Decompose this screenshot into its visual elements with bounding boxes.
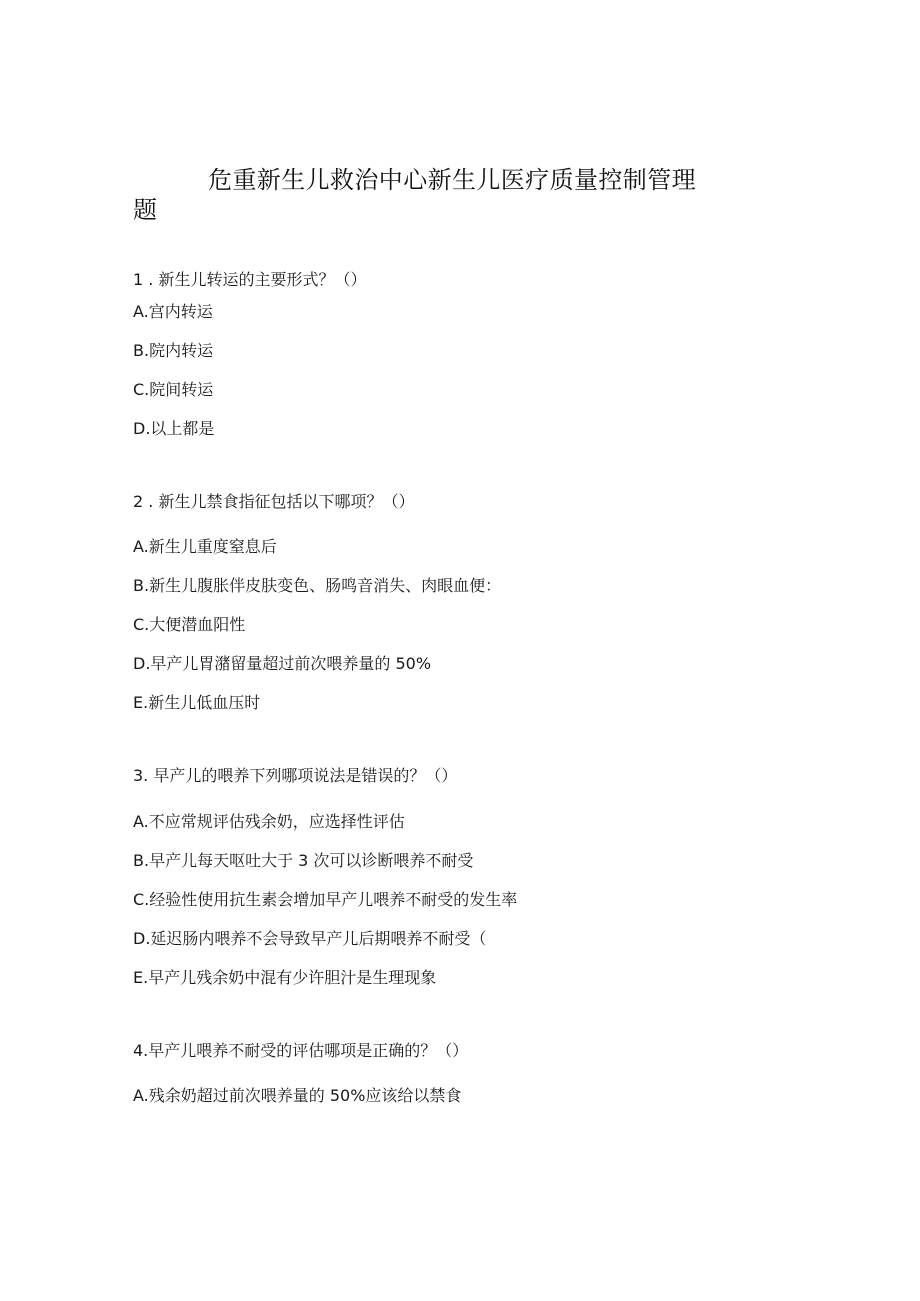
question-2-option-b: B.新生儿腹胀伴皮肤变色、肠鸣音消失、肉眼血便： bbox=[133, 576, 502, 595]
question-4-stem: 4.早产儿喂养不耐受的评估哪项是正确的？（） bbox=[133, 1041, 469, 1060]
question-1-stem: 1 . 新生儿转运的主要形式？（） bbox=[133, 270, 367, 289]
question-3-option-c: C.经验性使用抗生素会增加早产儿喂养不耐受的发生率 bbox=[133, 890, 518, 909]
question-3-stem: 3. 早产儿的喂养下列哪项说法是错误的？（） bbox=[133, 766, 458, 785]
question-2-option-e: E.新生儿低血压时 bbox=[133, 693, 261, 712]
question-1-option-c: C.院间转运 bbox=[133, 380, 214, 399]
document-title-line-1: 危重新生儿救治中心新生儿医疗质量控制管理 bbox=[208, 166, 696, 194]
question-3-option-d: D.延迟肠内喂养不会导致早产儿后期喂养不耐受（ bbox=[133, 929, 487, 948]
question-2-option-d: D.早产儿胃潴留量超过前次喂养量的 50% bbox=[133, 654, 432, 673]
document-title-line-2: 题 bbox=[133, 196, 157, 224]
question-1-option-a: A.宫内转运 bbox=[133, 302, 213, 321]
question-3-option-e: E.早产儿残余奶中混有少许胆汁是生理现象 bbox=[133, 968, 437, 987]
question-3-option-a: A.不应常规评估残余奶，应选择性评估 bbox=[133, 812, 405, 831]
question-2-option-a: A.新生儿重度窒息后 bbox=[133, 537, 277, 556]
question-1-option-b: B.院内转运 bbox=[133, 341, 214, 360]
question-4-option-a: A.残余奶超过前次喂养量的 50%应该给以禁食 bbox=[133, 1086, 462, 1105]
question-2-option-c: C.大便潜血阳性 bbox=[133, 615, 246, 634]
question-2-stem: 2 . 新生儿禁食指征包括以下哪项？（） bbox=[133, 492, 415, 511]
question-3-option-b: B.早产儿每天呕吐大于 3 次可以诊断喂养不耐受 bbox=[133, 851, 474, 870]
question-1-option-d: D.以上都是 bbox=[133, 419, 215, 438]
